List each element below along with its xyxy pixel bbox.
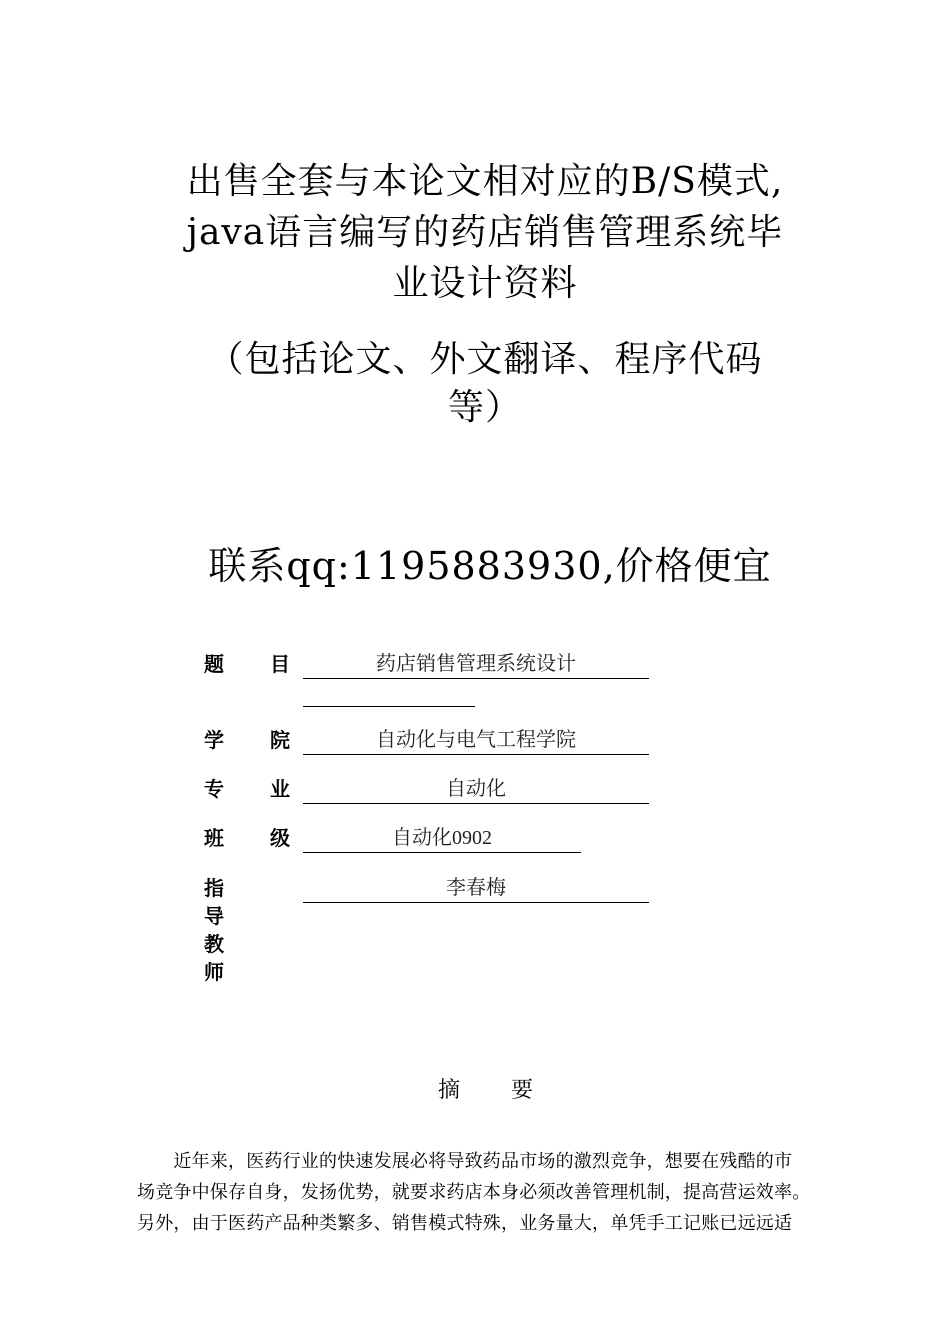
document-subtitle-line-1: （包括论文、外文翻译、程序代码 bbox=[207, 339, 763, 380]
field-topic-value: 药店销售管理系统设计 bbox=[303, 650, 649, 679]
field-class-value: 自动化0902 bbox=[303, 824, 581, 853]
field-college-value: 自动化与电气工程学院 bbox=[303, 726, 649, 755]
document-title-line-1: 出售全套与本论文相对应的B/S模式, bbox=[186, 161, 784, 202]
field-advisor-value: 李春梅 bbox=[303, 874, 649, 903]
abstract-body bbox=[137, 1146, 847, 1239]
abstract-line: 另外，由于医药产品种类繁多、销售模式特殊，业务量大，单凭手工记账已远远适 bbox=[137, 1213, 793, 1234]
contact-line: 联系qq:1195883930,价格便宜 bbox=[208, 544, 772, 588]
abstract-line: 近年来，医药行业的快速发展必将导致药品市场的激烈竞争，想要在残酷的市 bbox=[137, 1151, 793, 1172]
document-title-line-3: 业设计资料 bbox=[392, 263, 578, 304]
blank-underline bbox=[303, 706, 475, 707]
field-major-value: 自动化 bbox=[303, 775, 649, 804]
document-subtitle-line-2: 等） bbox=[447, 387, 522, 428]
field-advisor-label: 指导教师 bbox=[204, 876, 224, 984]
document-title-line-2: java语言编写的药店销售管理系统毕 bbox=[186, 212, 784, 253]
abstract-line: 场竞争中保存自身，发扬优势，就要求药店本身必须改善管理机制，提高营运效率。 bbox=[137, 1182, 811, 1203]
